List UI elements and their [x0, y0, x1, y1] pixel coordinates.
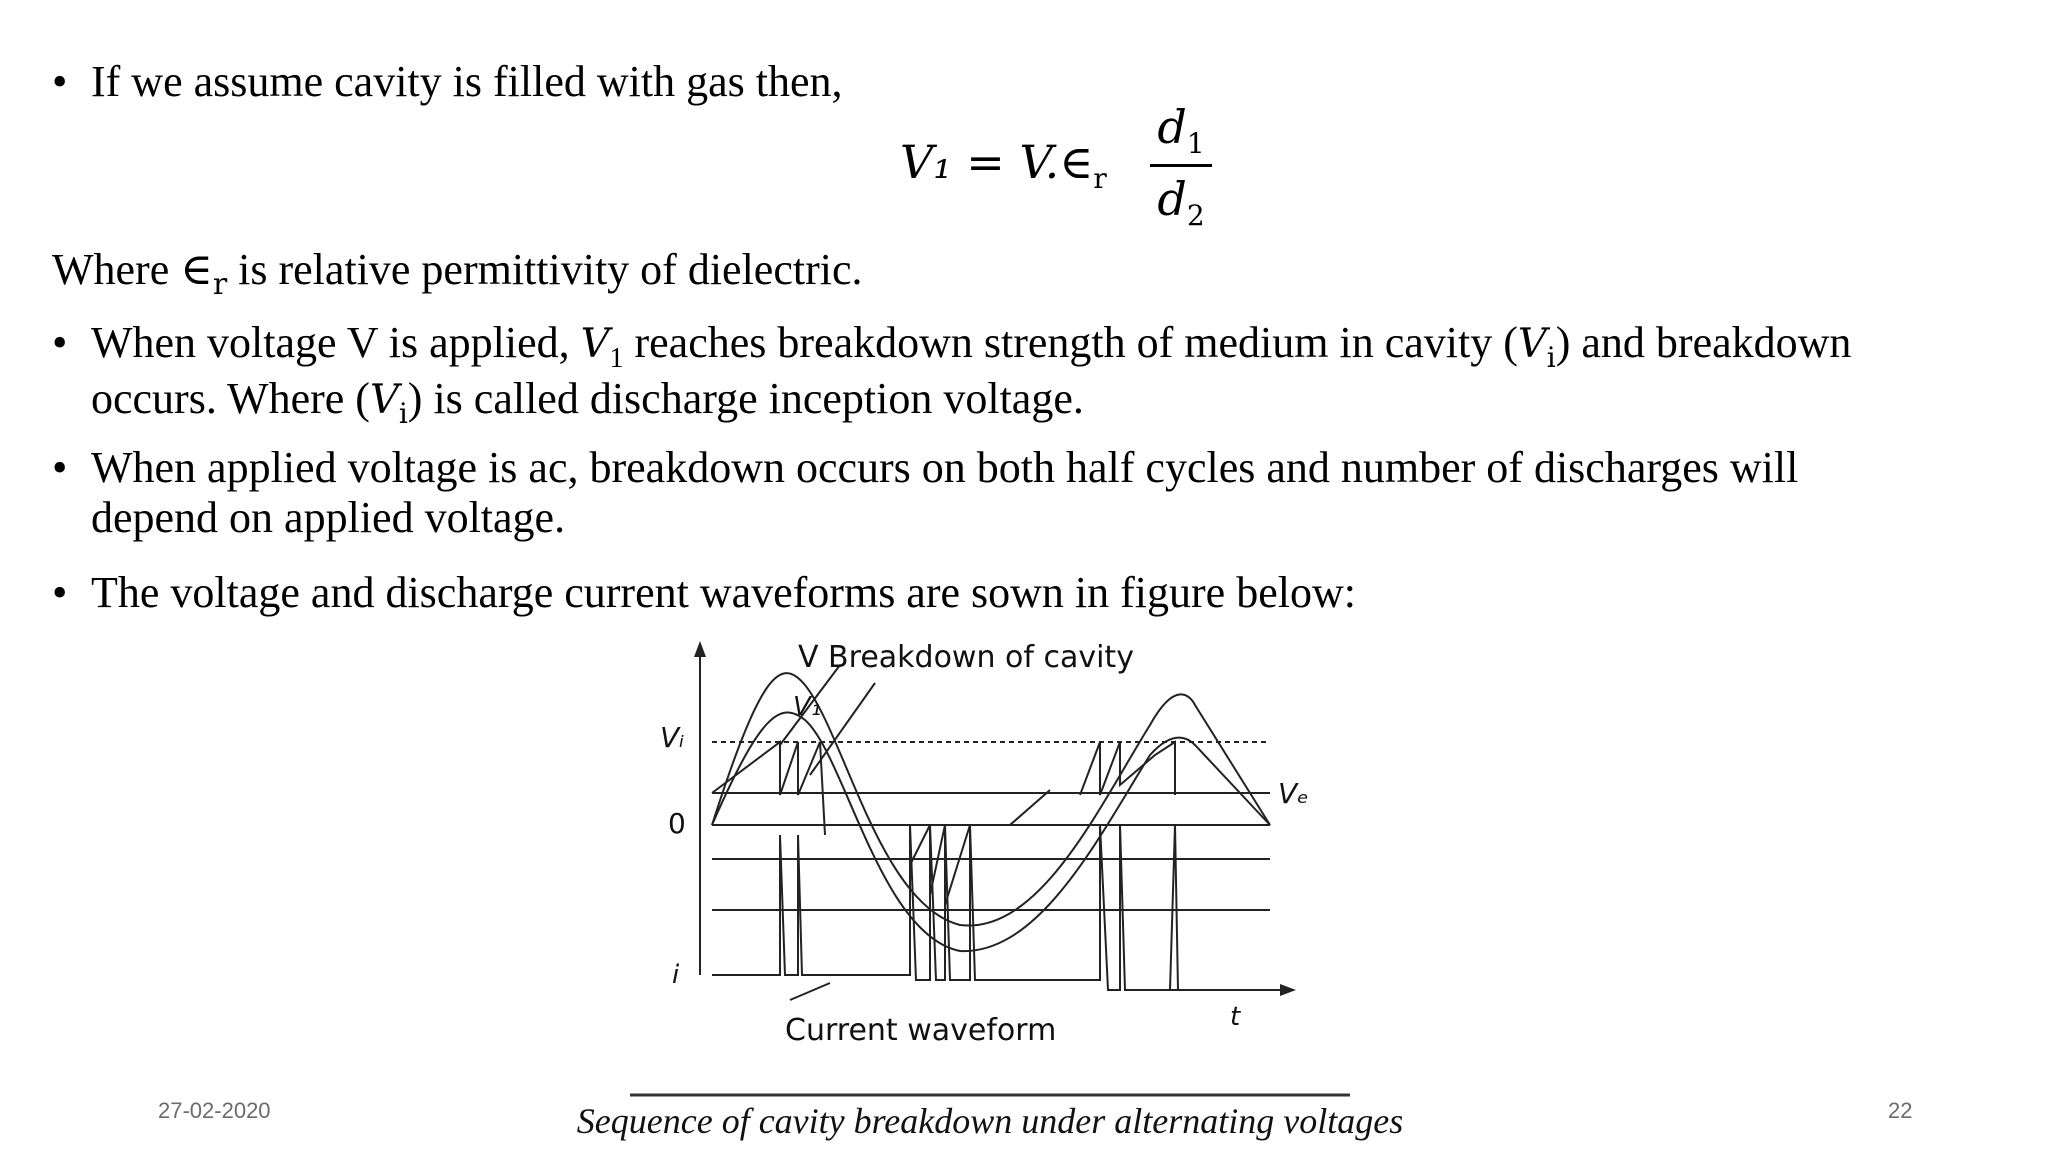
bullet-4: [52, 568, 2012, 618]
bullet-2: [52, 318, 2012, 429]
current-waveform-negative: [1080, 825, 1270, 990]
bullet-3-text: When applied voltage is ac, breakdown occurs on both half cycles and number of discharges will depend on applied voltage.: [91, 443, 1799, 542]
label-current: Current waveform: [785, 1013, 1057, 1048]
bullet-dot: •: [52, 318, 68, 367]
label-breakdown: V Breakdown of cavity: [798, 640, 1134, 675]
bullet-1-text: If we assume cavity is filled with gas then,: [91, 57, 843, 106]
bullet-2-text: When voltage V is applied, $V_1$ reaches breakdown strength of medium in cavity $(V_i)$ and breakdown occurs. Where $(V_i)$ is called discharge inception voltage.: [91, 318, 1852, 430]
label-v1: V₁: [793, 692, 822, 722]
equation: [900, 100, 1220, 230]
bullet-4-text: The voltage and discharge current waveforms are sown in figure below:: [91, 568, 1356, 617]
equation-numerator: $d_1$: [1157, 100, 1205, 160]
bullet-dot: •: [52, 57, 68, 106]
where-line: Where $\in_r$ is relative permittivity of dielectric.: [52, 245, 863, 302]
equation-denominator: $d_2$: [1157, 172, 1205, 232]
current-waveform-positive: [712, 835, 840, 975]
bullet-dot: •: [52, 568, 68, 617]
figure-caption: Sequence of cavity breakdown under alternating voltages: [576, 1101, 1404, 1141]
page-number: 22: [1888, 1098, 1913, 1123]
footer-date: 27-02-2020: [158, 1098, 271, 1123]
cavity-sawtooth-negative: [910, 825, 970, 910]
current-waveform-middle: [830, 825, 1080, 980]
t-axis-arrow: [1280, 984, 1296, 996]
label-vi: Vᵢ: [660, 721, 685, 754]
equation-lhs: $V_1 = V.\in_r$: [900, 135, 1107, 195]
label-ve: Vₑ: [1278, 777, 1309, 810]
cavity-sawtooth-positive-2: [1080, 742, 1175, 795]
pointer-current: [790, 983, 830, 1000]
bullet-3: [52, 443, 2012, 543]
bullet-dot: •: [52, 443, 68, 492]
fraction-bar: [1150, 164, 1212, 167]
y-axis-arrow: [694, 641, 706, 657]
label-zero: 0: [668, 807, 686, 840]
waveform-figure: [576, 635, 1404, 1165]
label-i: i: [672, 960, 680, 990]
label-t: t: [1230, 1002, 1241, 1032]
pointer-ve: [1010, 790, 1050, 825]
